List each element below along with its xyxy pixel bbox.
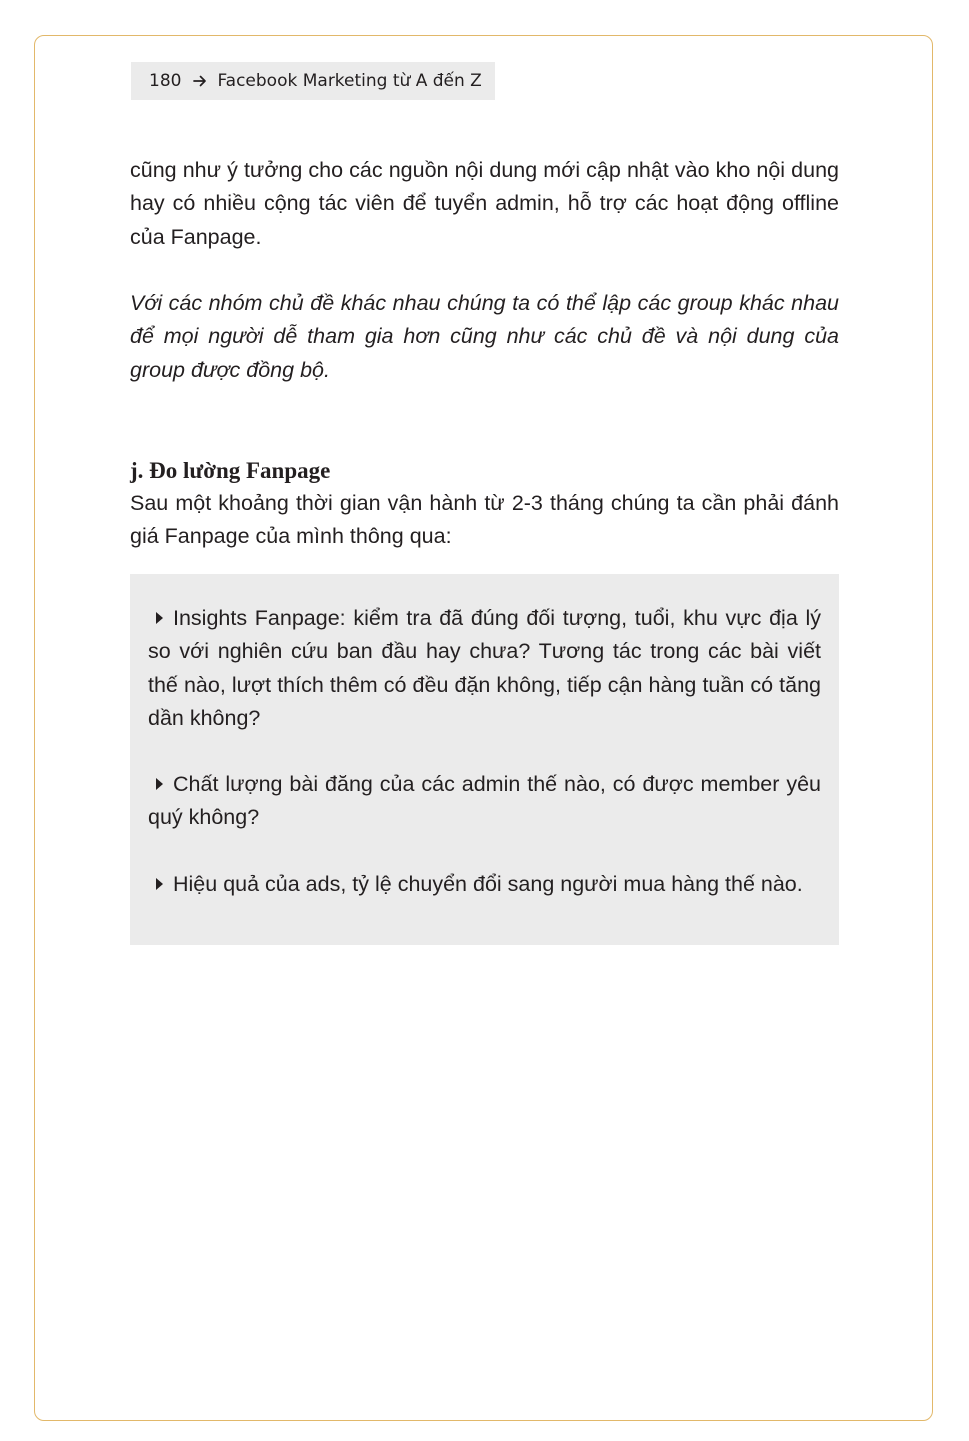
book-title: Facebook Marketing từ A đến Z: [217, 71, 482, 91]
list-item: [148, 868, 821, 901]
intro-paragraph: Sau một khoảng thời gian vận hành từ 2-3 tháng chúng ta cần phải đánh giá Fanpage của mình thông qua:: [130, 491, 839, 549]
arrow-right-icon: [193, 74, 207, 88]
list-item-text: Insights Fanpage: kiểm tra đã đúng đối tượng, tuổi, khu vực địa lý so với nghiên cứu ban đầu hay chưa? Tương tác trong các bài viết thế nào, lượt thích thêm có đều đặn không, tiếp cận hàng tuần có tăng dần không?: [148, 606, 821, 730]
page-number: 180: [149, 71, 182, 91]
list-item-text: Hiệu quả của ads, tỷ lệ chuyển đổi sang người mua hàng thế nào.: [173, 872, 803, 896]
list-item-text: Chất lượng bài đăng của các admin thế nào, có được member yêu quý không?: [148, 772, 821, 830]
italic-paragraph: Với các nhóm chủ đề khác nhau chúng ta có thể lập các group khác nhau để mọi người dễ tham gia hơn cũng như các chủ đề và nội dung của group được đồng bộ.: [130, 291, 839, 382]
section-heading: j. Đo lường Fanpage: [130, 458, 331, 483]
running-header: [131, 62, 495, 100]
list-item: [148, 602, 821, 735]
triangle-bullet-icon: [156, 878, 163, 890]
callout-box: [130, 574, 839, 945]
triangle-bullet-icon: [156, 612, 163, 624]
body-paragraph: cũng như ý tưởng cho các nguồn nội dung mới cập nhật vào kho nội dung hay có nhiều cộng tác viên để tuyển admin, hỗ trợ các hoạt động offline của Fanpage.: [130, 158, 839, 249]
triangle-bullet-icon: [156, 778, 163, 790]
list-item: [148, 768, 821, 835]
